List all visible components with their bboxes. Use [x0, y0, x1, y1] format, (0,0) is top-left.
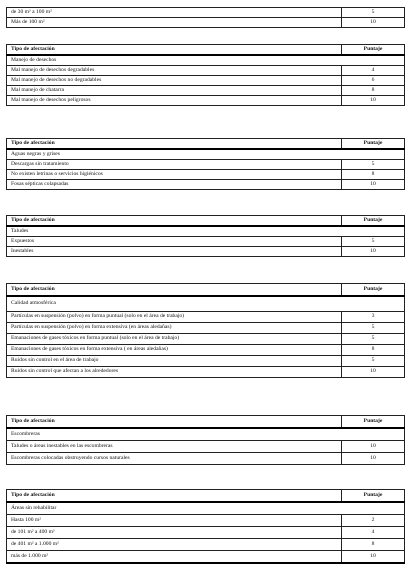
row-label: Mal manejo de desechos degradables — [7, 66, 342, 76]
table-row — [7, 76, 405, 86]
table-row — [7, 96, 405, 106]
header-type: Tipo de afectación — [7, 139, 342, 150]
row-score: 10 — [342, 367, 405, 378]
table-row — [7, 86, 405, 96]
row-score: 6 — [342, 76, 405, 86]
row-label: Escombreras colocadas obstruyendo cursos naturales — [7, 453, 342, 465]
row-score: 4 — [342, 527, 405, 539]
table-row — [7, 160, 405, 170]
row-score: 2 — [342, 515, 405, 527]
table-row — [7, 539, 405, 551]
category-row — [7, 296, 405, 312]
table-row — [7, 180, 405, 190]
category-row — [7, 428, 405, 441]
row-label: Ruidos sin control en el área de trabajo — [7, 356, 342, 367]
row-score: 10 — [342, 247, 405, 257]
row-label: Partículas en suspensión (polvo) en forma extensiva (en áreas aledañas) — [7, 323, 342, 334]
header-type: Tipo de afectación — [7, 416, 342, 429]
header-score: Puntaje — [342, 45, 405, 56]
row-score: 10 — [342, 453, 405, 465]
category-label: Áreas sin rehabilitar — [7, 502, 405, 515]
row-label: más de 1.000 m² — [7, 551, 342, 564]
category-label: Calidad atmosférica — [7, 296, 405, 312]
table-row — [7, 453, 405, 465]
row-label: de 401 m² a 1.000 m² — [7, 539, 342, 551]
table-row — [7, 527, 405, 539]
row-label: de 30 m² a 100 m² — [7, 8, 342, 18]
table-row — [7, 345, 405, 356]
row-score: 5 — [342, 356, 405, 367]
table-row — [7, 441, 405, 453]
table-row — [7, 247, 405, 257]
row-label: Emanaciones de gases tóxicos en forma extensiva ( en áreas aledañas) — [7, 345, 342, 356]
table-header-row — [7, 284, 405, 297]
table-header-row — [7, 45, 405, 56]
category-row — [7, 55, 405, 66]
header-type: Tipo de afectación — [7, 45, 342, 56]
row-label: Expuestos — [7, 237, 342, 247]
row-score: 5 — [342, 237, 405, 247]
table-row — [7, 8, 405, 18]
row-label: de 101 m² a 400 m² — [7, 527, 342, 539]
header-type: Tipo de afectación — [7, 216, 342, 227]
table-manejo-desechos — [6, 44, 405, 106]
row-label: Taludes o áreas inestables en las escombreras — [7, 441, 342, 453]
table-row — [7, 18, 405, 28]
table-calidad-atmosferica — [6, 283, 405, 378]
row-score: 10 — [342, 551, 405, 564]
row-label: Hasta 100 m² — [7, 515, 342, 527]
row-label: Fosas sépticas colapsadas — [7, 180, 342, 190]
row-score: 8 — [342, 345, 405, 356]
table-row — [7, 323, 405, 334]
row-score: 8 — [342, 539, 405, 551]
table-row — [7, 367, 405, 378]
table-row — [7, 170, 405, 180]
row-score: 5 — [342, 160, 405, 170]
row-score: 3 — [342, 312, 405, 323]
table-header-row — [7, 139, 405, 150]
category-label: Taludes — [7, 226, 405, 237]
header-score: Puntaje — [342, 139, 405, 150]
row-score: 5 — [342, 8, 405, 18]
row-label: Inestables — [7, 247, 342, 257]
table-aguas-negras — [6, 138, 405, 190]
category-label: Aguas negras y grises — [7, 149, 405, 160]
table-areas-sin-rehabilitar — [6, 489, 405, 564]
table-row — [7, 237, 405, 247]
row-score: 8 — [342, 170, 405, 180]
row-score: 4 — [342, 66, 405, 76]
category-row — [7, 502, 405, 515]
table-area-continuation — [6, 7, 405, 28]
table-row — [7, 66, 405, 76]
header-score: Puntaje — [342, 284, 405, 297]
table-header-row — [7, 490, 405, 503]
category-row — [7, 226, 405, 237]
table-header-row — [7, 416, 405, 429]
row-score: 8 — [342, 86, 405, 96]
header-type: Tipo de afectación — [7, 284, 342, 297]
header-score: Puntaje — [342, 416, 405, 429]
row-score: 5 — [342, 334, 405, 345]
category-label: Escombreras — [7, 428, 405, 441]
row-score: 5 — [342, 323, 405, 334]
row-label: Emanaciones de gases tóxicos en forma puntual (solo en el área de trabajo) — [7, 334, 342, 345]
table-row — [7, 551, 405, 564]
row-label: Mal manejo de desechos peligrosos — [7, 96, 342, 106]
row-label: Ruidos sin control que afectan a los alrededores — [7, 367, 342, 378]
row-label: Mal manejo de desechos no degradables — [7, 76, 342, 86]
row-score: 10 — [342, 180, 405, 190]
row-score: 10 — [342, 18, 405, 28]
row-label: Más de 100 m² — [7, 18, 342, 28]
row-score: 10 — [342, 441, 405, 453]
table-escombreras — [6, 415, 405, 465]
row-label: Partículas en suspensión (polvo) en forma puntual (solo en el área de trabajo) — [7, 312, 342, 323]
table-row — [7, 515, 405, 527]
row-label: Descargas sin tratamiento — [7, 160, 342, 170]
row-label: Mal manejo de chatarra — [7, 86, 342, 96]
header-type: Tipo de afectación — [7, 490, 342, 503]
table-header-row — [7, 216, 405, 227]
row-score: 10 — [342, 96, 405, 106]
category-label: Manejo de desechos — [7, 55, 405, 66]
table-row — [7, 312, 405, 323]
table-row — [7, 334, 405, 345]
table-taludes — [6, 215, 405, 257]
table-row — [7, 356, 405, 367]
header-score: Puntaje — [342, 216, 405, 227]
header-score: Puntaje — [342, 490, 405, 503]
category-row — [7, 149, 405, 160]
row-label: No existen letrinas o servicios higiénicos — [7, 170, 342, 180]
